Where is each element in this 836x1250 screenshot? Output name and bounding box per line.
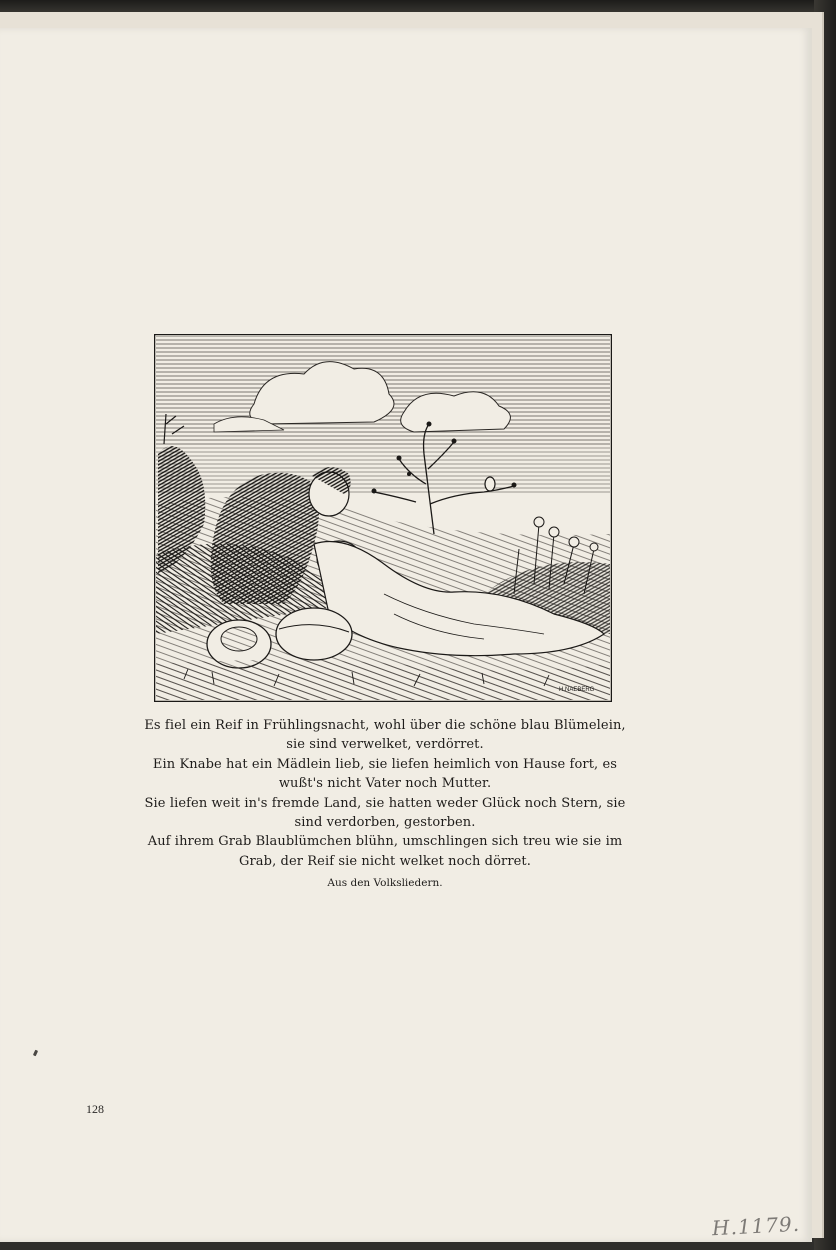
handwritten-shelf-mark: H.1179.: [711, 1211, 801, 1241]
poem-verse-2: Ein Knabe hat ein Mädlein lieb, sie liefen heimlich von Hause fort, es wußt's nicht Vater noch Mutter.: [152, 756, 618, 792]
page-stack: [0, 12, 824, 1241]
poem-verse-3: Sie liefen weit in's fremde Land, sie hatten weder Glück noch Stern, sie sind verdorben, gestorben.: [144, 795, 626, 831]
poem-verse-1: Es fiel ein Reif in Frühlingsnacht, wohl über die schöne blau Blümelein, sie sind verwelket, verdörret.: [144, 718, 626, 753]
poem-text: [136, 716, 634, 871]
page-number: 128: [86, 1102, 104, 1116]
page-speck: [33, 1050, 38, 1057]
poem-attribution: Aus den Volksliedern.: [327, 877, 443, 889]
engraving-signature: H.NAEBERG: [559, 687, 595, 693]
poem-verse-4: Auf ihrem Grab Blaublümchen blühn, umschlingen sich treu wie sie im Grab, der Reif sie nicht welket noch dörret.: [147, 834, 623, 869]
engraving-illustration: [154, 334, 612, 702]
book-page: [0, 28, 812, 1242]
